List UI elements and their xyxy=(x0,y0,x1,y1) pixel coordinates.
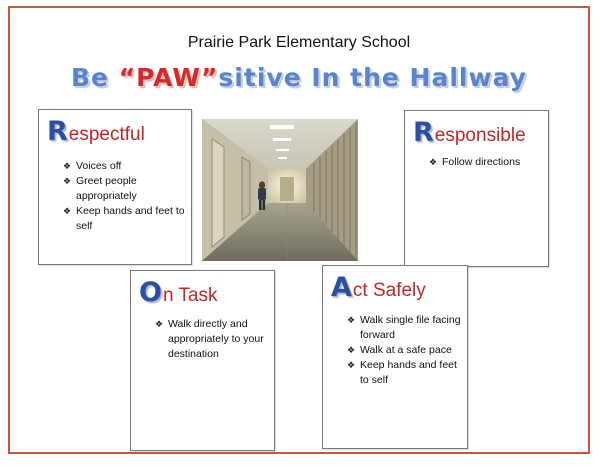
poster-headline xyxy=(10,63,588,92)
paw-print-icon: ❖ xyxy=(63,161,72,171)
card-responsible xyxy=(404,110,549,267)
list-item: ❖ Follow directions xyxy=(429,156,521,168)
card-act-safely xyxy=(322,265,468,449)
headline-suffix: sitive In the Hallway xyxy=(218,63,527,92)
card-title-respectful xyxy=(47,116,145,147)
card-title-rest: esponsible xyxy=(434,125,526,146)
card-initial: R xyxy=(47,116,68,147)
headline-prefix: Be xyxy=(71,63,119,92)
paw-print-icon: ❖ xyxy=(155,319,164,329)
card-title-on-task xyxy=(139,277,218,308)
card-respectful xyxy=(38,109,192,265)
card-title-rest: ct Safely xyxy=(352,280,426,301)
paw-print-icon: ❖ xyxy=(429,157,438,167)
paw-print-icon: ❖ xyxy=(63,206,72,216)
rule-list xyxy=(347,313,463,388)
card-initial: R xyxy=(413,117,434,148)
paw-print-icon: ❖ xyxy=(347,315,356,325)
rule-list xyxy=(63,159,185,234)
card-initial: O xyxy=(139,277,162,308)
paw-print-icon: ❖ xyxy=(347,360,356,370)
card-title-act-safely xyxy=(331,272,426,303)
list-item: ❖ Greet people appropriately xyxy=(63,175,137,202)
rule-list xyxy=(155,317,270,362)
card-title-rest: n Task xyxy=(162,285,218,306)
school-name: Prairie Park Elementary School xyxy=(187,34,411,51)
list-item: ❖ Walk single file facing forward xyxy=(347,314,461,341)
card-title-rest: espectful xyxy=(68,124,145,145)
poster xyxy=(8,6,590,454)
rule-list xyxy=(429,155,543,170)
paw-print-icon: ❖ xyxy=(63,176,72,186)
card-on-task xyxy=(130,270,275,451)
list-item: ❖ Keep hands and feet to self xyxy=(347,359,457,386)
list-item: ❖ Walk directly and appropriately to your destination xyxy=(155,318,264,360)
paw-print-icon: ❖ xyxy=(347,345,356,355)
headline-paw: “PAW” xyxy=(118,63,219,92)
list-item: ❖ Voices off xyxy=(63,160,122,172)
card-initial: A xyxy=(331,272,352,303)
hallway-photo xyxy=(202,119,358,261)
list-item: ❖ Walk at a safe pace xyxy=(347,344,452,356)
list-item: ❖ Keep hands and feet to self xyxy=(63,205,185,232)
card-title-responsible xyxy=(413,117,526,148)
